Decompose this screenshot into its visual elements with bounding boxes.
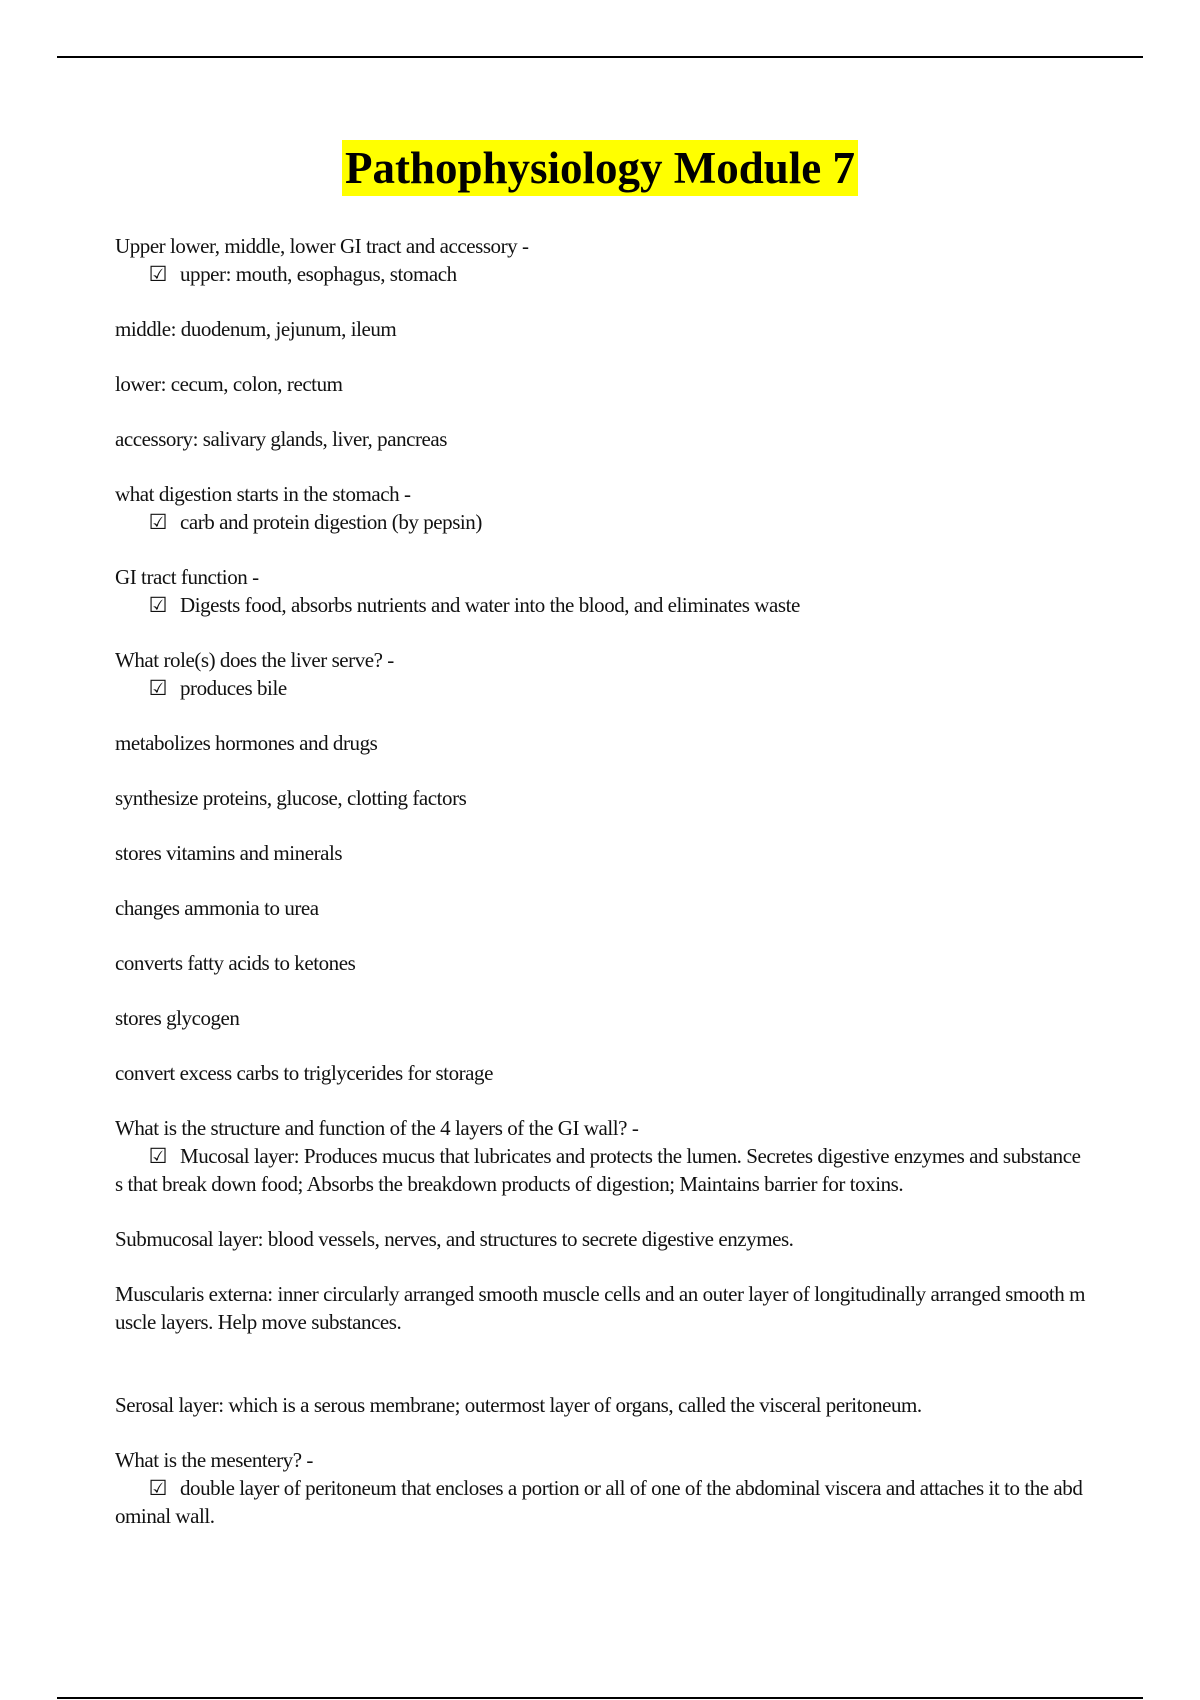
note-line: Muscularis externa: inner circularly arranged smooth muscle cells and an outer layer of longitudinally arranged smooth muscle layers. Help move substances. [115, 1282, 1086, 1334]
checkbox-checked-icon: ☑ [148, 1476, 167, 1500]
note-line: stores vitamins and minerals [115, 841, 343, 865]
header-rule [57, 56, 1143, 58]
question-liver-roles: What role(s) does the liver serve? - [115, 648, 394, 672]
answer-item [115, 260, 1085, 288]
question-stomach-digestion: what digestion starts in the stomach - [115, 482, 411, 506]
checkbox-checked-icon: ☑ [148, 510, 167, 534]
answer-item [115, 508, 1085, 536]
note-line: metabolizes hormones and drugs [115, 731, 378, 755]
note-line: middle: duodenum, jejunum, ileum [115, 317, 397, 341]
answer-item [115, 674, 1085, 702]
question-gi-tract-sections: Upper lower, middle, lower GI tract and accessory - [115, 234, 529, 258]
page-title: Pathophysiology Module 7 [342, 140, 858, 196]
checkbox-checked-icon: ☑ [148, 1144, 167, 1168]
checkbox-checked-icon: ☑ [148, 676, 167, 700]
checkbox-checked-icon: ☑ [148, 593, 167, 617]
note-line: synthesize proteins, glucose, clotting factors [115, 786, 467, 810]
checkbox-checked-icon: ☑ [148, 262, 167, 286]
answer-text: carb and protein digestion (by pepsin) [180, 510, 482, 534]
answer-text: Mucosal layer: Produces mucus that lubricates and protects the lumen. Secretes digestive enzymes and substances that break down food; Absorbs the breakdown products of digestion; Maintains barrier for toxins. [115, 1144, 1081, 1196]
answer-text: produces bile [180, 676, 287, 700]
note-line: Serosal layer: which is a serous membrane; outermost layer of organs, called the visceral peritoneum. [115, 1393, 922, 1417]
note-line: stores glycogen [115, 1006, 240, 1030]
question-gi-wall-layers: What is the structure and function of the 4 layers of the GI wall? - [115, 1116, 639, 1140]
answer-item [115, 1474, 1085, 1530]
title-container [0, 140, 1200, 196]
document-body [115, 232, 1085, 1557]
question-gi-function: GI tract function - [115, 565, 259, 589]
answer-item [115, 1142, 1085, 1198]
note-line: convert excess carbs to triglycerides for storage [115, 1061, 493, 1085]
answer-text: Digests food, absorbs nutrients and water into the blood, and eliminates waste [180, 593, 800, 617]
question-mesentery: What is the mesentery? - [115, 1448, 313, 1472]
note-line: accessory: salivary glands, liver, pancreas [115, 427, 448, 451]
note-line: lower: cecum, colon, rectum [115, 372, 343, 396]
note-line: Submucosal layer: blood vessels, nerves, and structures to secrete digestive enzymes. [115, 1227, 794, 1251]
note-line: converts fatty acids to ketones [115, 951, 356, 975]
note-line: changes ammonia to urea [115, 896, 319, 920]
footer-rule [57, 1697, 1143, 1699]
answer-text: double layer of peritoneum that encloses a portion or all of one of the abdominal viscera and attaches it to the abdominal wall. [115, 1476, 1083, 1528]
answer-item [115, 591, 1085, 619]
answer-text: upper: mouth, esophagus, stomach [180, 262, 457, 286]
